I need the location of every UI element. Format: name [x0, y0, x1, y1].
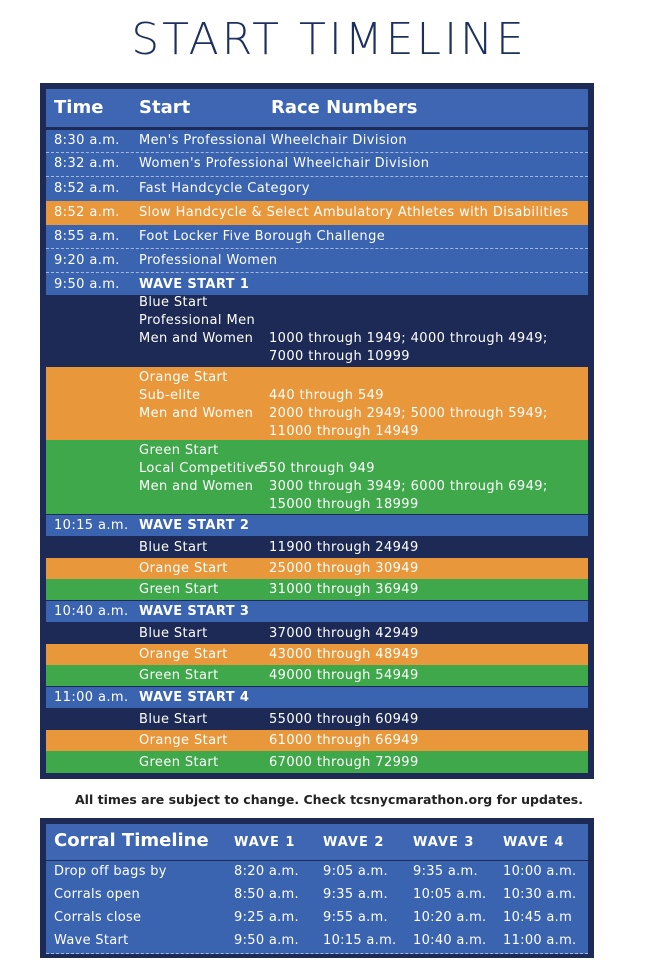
table-row — [46, 153, 588, 177]
header-race-numbers: Race Numbers — [271, 97, 418, 118]
table-row — [46, 249, 588, 273]
corral-row-label: Corrals close — [54, 910, 142, 925]
corral-wave-3-header: WAVE 3 — [413, 835, 475, 850]
row-start: Slow Handcycle & Select Ambulatory Athletes with Disabilities — [139, 205, 569, 220]
wave1-green-numbers-cont: 15000 through 18999 — [269, 497, 419, 512]
wave2-blue-row — [46, 536, 588, 558]
corral-row-label: Drop off bags by — [54, 864, 167, 879]
wave1-orange-sub-numbers: 440 through 549 — [269, 388, 384, 403]
row-time: 8:52 a.m. — [54, 205, 120, 220]
row-numbers: 49000 through 54949 — [269, 668, 419, 683]
wave1-orange-mw: Men and Women — [139, 406, 254, 421]
table-row — [46, 130, 588, 153]
wave3-blue-row — [46, 622, 588, 644]
row-start: Blue Start — [139, 540, 208, 555]
wave1-blue-numbers-cont: 7000 through 10999 — [269, 349, 410, 364]
table-row — [46, 177, 588, 201]
row-start: Green Start — [139, 755, 219, 770]
row-start: Women's Professional Wheelchair Division — [139, 156, 430, 171]
wave1-blue-block — [46, 295, 588, 367]
row-numbers: 25000 through 30949 — [269, 561, 419, 576]
wave1-green-group: Local Competitive — [139, 461, 263, 476]
wave1-green-start: Green Start — [139, 443, 219, 458]
corral-row — [46, 907, 588, 931]
corral-wave-1-header: WAVE 1 — [234, 835, 296, 850]
row-time: 10:40 a.m. — [54, 604, 129, 619]
wave1-blue-numbers: 1000 through 1949; 4000 through 4949; — [269, 331, 548, 346]
wave4-orange-row — [46, 730, 588, 751]
corral-cell: 9:35 a.m. — [413, 864, 478, 879]
wave1-green-sub-numbers: 550 through 949 — [260, 461, 375, 476]
row-time: 8:55 a.m. — [54, 229, 120, 244]
corral-cell: 10:15 a.m. — [323, 933, 397, 948]
row-numbers: 43000 through 48949 — [269, 647, 419, 662]
corral-row — [46, 930, 588, 954]
corral-cell: 11:00 a.m. — [503, 933, 577, 948]
wave2-green-row — [46, 579, 588, 600]
corral-cell: 10:20 a.m. — [413, 910, 487, 925]
row-start: Foot Locker Five Borough Challenge — [139, 229, 386, 244]
wave3-green-row — [46, 665, 588, 686]
row-numbers: 61000 through 66949 — [269, 733, 419, 748]
corral-timeline-table — [40, 818, 594, 958]
wave1-green-block — [46, 440, 588, 514]
wave1-blue-start: Blue Start — [139, 295, 208, 310]
start-table-header — [46, 89, 588, 127]
corral-row — [46, 884, 588, 908]
corral-table-header — [46, 824, 588, 860]
corral-cell: 9:25 a.m. — [234, 910, 299, 925]
row-start: Orange Start — [139, 561, 228, 576]
corral-row — [46, 861, 588, 885]
row-start: Men's Professional Wheelchair Division — [139, 133, 408, 148]
row-numbers: 11900 through 24949 — [269, 540, 419, 555]
page-title: START TIMELINE — [131, 14, 527, 65]
wave3-orange-row — [46, 644, 588, 665]
table-row — [46, 273, 588, 295]
row-start: Professional Women — [139, 253, 278, 268]
wave2-orange-row — [46, 558, 588, 579]
row-time: 8:52 a.m. — [54, 181, 120, 196]
corral-row-label: Corrals open — [54, 887, 141, 902]
corral-cell: 8:20 a.m. — [234, 864, 299, 879]
wave2-row — [46, 515, 588, 536]
row-time: 9:50 a.m. — [54, 277, 120, 292]
row-numbers: 67000 through 72999 — [269, 755, 419, 770]
wave1-green-numbers: 3000 through 3949; 6000 through 6949; — [269, 479, 548, 494]
corral-cell: 9:35 a.m. — [323, 887, 388, 902]
row-start: Green Start — [139, 582, 219, 597]
header-time: Time — [54, 97, 104, 118]
corral-cell: 9:50 a.m. — [234, 933, 299, 948]
row-numbers: 31000 through 36949 — [269, 582, 419, 597]
row-numbers: 55000 through 60949 — [269, 712, 419, 727]
table-row — [46, 201, 588, 225]
row-time: 11:00 a.m. — [54, 690, 129, 705]
row-start: Orange Start — [139, 733, 228, 748]
wave1-blue-group: Professional Men — [139, 313, 256, 328]
corral-row-label: Wave Start — [54, 933, 129, 948]
wave1-blue-mw: Men and Women — [139, 331, 254, 346]
header-start: Start — [139, 97, 191, 118]
row-start: Blue Start — [139, 712, 208, 727]
wave1-orange-numbers: 2000 through 2949; 5000 through 5949; — [269, 406, 548, 421]
corral-cell: 10:05 a.m. — [413, 887, 487, 902]
update-note: All times are subject to change. Check tcsnycmarathon.org for updates. — [75, 792, 583, 807]
corral-cell: 10:40 a.m. — [413, 933, 487, 948]
wave1-green-mw: Men and Women — [139, 479, 254, 494]
wave1-orange-block — [46, 367, 588, 440]
corral-cell: 10:45 a.m — [503, 910, 573, 925]
corral-cell: 9:55 a.m. — [323, 910, 388, 925]
row-start: Green Start — [139, 668, 219, 683]
wave4-blue-row — [46, 708, 588, 730]
wave-start-1-label: WAVE START 1 — [139, 277, 250, 292]
wave1-orange-group: Sub-elite — [139, 388, 201, 403]
row-time: 8:30 a.m. — [54, 133, 120, 148]
wave1-orange-start: Orange Start — [139, 370, 228, 385]
row-start: Fast Handcycle Category — [139, 181, 310, 196]
corral-wave-2-header: WAVE 2 — [323, 835, 385, 850]
wave3-row — [46, 601, 588, 622]
wave-start-2-label: WAVE START 2 — [139, 518, 250, 533]
row-time: 9:20 a.m. — [54, 253, 120, 268]
row-time: 8:32 a.m. — [54, 156, 120, 171]
corral-cell: 10:30 a.m. — [503, 887, 577, 902]
wave1-orange-numbers-cont: 11000 through 14949 — [269, 424, 419, 439]
row-time: 10:15 a.m. — [54, 518, 129, 533]
corral-cell: 9:05 a.m. — [323, 864, 388, 879]
wave4-green-row — [46, 751, 588, 773]
table-row — [46, 225, 588, 249]
wave-start-4-label: WAVE START 4 — [139, 690, 250, 705]
wave4-row — [46, 687, 588, 708]
row-start: Orange Start — [139, 647, 228, 662]
corral-wave-4-header: WAVE 4 — [503, 835, 565, 850]
row-start: Blue Start — [139, 626, 208, 641]
row-numbers: 37000 through 42949 — [269, 626, 419, 641]
corral-cell: 10:00 a.m. — [503, 864, 577, 879]
start-timeline-table — [40, 83, 594, 779]
corral-title: Corral Timeline — [54, 830, 209, 851]
corral-cell: 8:50 a.m. — [234, 887, 299, 902]
wave-start-3-label: WAVE START 3 — [139, 604, 250, 619]
